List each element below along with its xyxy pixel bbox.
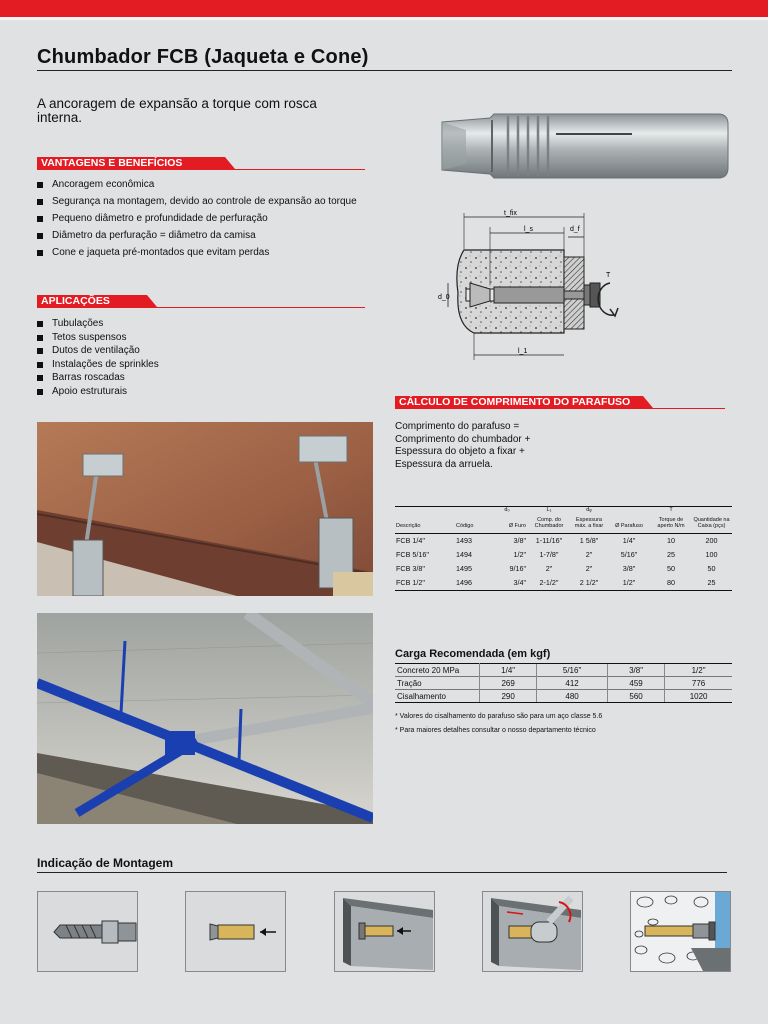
table-header: Código [455,517,487,534]
list-item: Tubulações [37,318,337,332]
fixture-icon [335,892,434,971]
diagram-label-l1: l_1 [518,348,528,355]
footnote: * Para maiores detalhes consultar o nosso departamento técnico [395,727,596,734]
calculation-heading: CÁLCULO DE COMPRIMENTO DO PARAFUSO [395,396,639,409]
list-item: Pequeno diâmetro e profundidade de perfuração [37,213,377,230]
list-item: Diâmetro da perfuração = diâmetro da camisa [37,230,377,247]
bullet-icon [37,182,43,188]
table-header: Comp. do Chumbador [527,517,571,534]
list-item: Segurança na montagem, devido ao controle de expansão ao torque [37,196,377,213]
anchor-insert-icon [186,892,285,971]
bullet-icon [37,199,43,205]
list-item: Apoio estruturais [37,386,337,400]
table-row: FCB 1/2" 1496 3/4" 2-1/2" 2 1/2" 1/2" 80 25 [395,576,732,591]
table-header: Quantidade na Caixa (pçs) [691,517,732,534]
diagram-label-T: T [606,272,611,279]
step-place-fixture-panel [334,891,435,972]
table-row: Tração 269 412 459 776 [395,677,732,690]
list-item: Dutos de ventilação [37,345,337,359]
applications-heading: APLICAÇÕES [37,295,143,308]
list-item: Ancoragem econômica [37,179,377,196]
table-row: FCB 3/8" 1495 9/16" 2" 2" 3/8" 50 50 [396,564,716,573]
bullet-icon [37,216,43,222]
table-header: Ø Furo [487,517,527,534]
bullet-icon [37,389,43,395]
bullet-icon [37,250,43,256]
step-drill-panel [37,891,138,972]
mounting-divider [37,872,727,873]
list-item: Tetos suspensos [37,332,337,346]
blue-pipes-photo [37,613,373,824]
bullet-icon [37,348,43,354]
calculation-ribbon [395,396,725,409]
diagram-label-tfix: t_fix [504,210,517,217]
torque-wrench-icon [483,892,582,971]
table-row: Concreto 20 MPa 1/4" 5/16" 3/8" 1/2" [395,664,732,677]
list-item: Instalações de sprinkles [37,359,337,373]
ribbon-line [639,408,725,409]
bullet-icon [37,362,43,368]
ribbon-line [143,307,365,308]
bullet-icon [37,321,43,327]
bullet-icon [37,335,43,341]
step-torque-panel [482,891,583,972]
step-insert-anchor-panel [185,891,286,972]
anchor-section-diagram [434,205,634,365]
list-item: Cone e jaqueta pré-montados que evitam perdas [37,247,377,264]
top-red-bar [0,0,768,17]
table-header: Descrição [395,517,455,534]
table-row: FCB 1/4" 1493 3/8" 1-11/16" 1 5/8" 1/4" 10 200 [396,536,718,545]
diagram-label-ls: l_s [524,226,533,233]
ribbon-line [221,169,365,170]
advantages-ribbon [37,157,365,170]
ceiling-hanger-photo [37,422,373,596]
table-header: Espessura máx. a fixar [571,517,607,534]
top-white-stripe [0,17,768,20]
title-divider [37,70,732,71]
tagline: A ancoragem de expansão a torque com rosca interna. [37,96,317,125]
mounting-heading: Indicação de Montagem [37,856,174,870]
anchor-product-photo [436,106,732,190]
applications-ribbon [37,295,365,308]
diagram-label-df: d_f [570,226,580,233]
calculation-text: Comprimento do parafuso = Comprimento do chumbador + Espessura do objeto a fixar + Espessura da arruela. [395,421,531,470]
installed-anchor-icon [631,892,730,971]
spec-table: d₀ L₁ dᵩ T Descrição Código Ø Furo Comp. do Chumbador Espessura máx. a fixar Ø Parafuso Torque de aperto N/m Quantidade na Caixa (pçs) FCB 1/4" 1493 3/8" 1-11/16" 1 5/8" 1/4" 10 200 FCB 5/16" 1494 1/2" 1-7/8" 2" 5/16" 25 100 FCB 3/8" 1495 9/16" 2" 2" 3/8" 50 50 FCB 1/2" 1496 3/4" 2-1/2" 2 1/2" 1/2" 80 25 [395,506,732,591]
page-title: Chumbador FCB (Jaqueta e Cone) [37,46,369,68]
bullet-icon [37,233,43,239]
applications-list [37,318,337,399]
load-table [395,663,732,703]
bullet-icon [37,375,43,381]
list-item: Barras roscadas [37,372,337,386]
load-table-title: Carga Recomendada (em kgf) [395,648,551,660]
advantages-list [37,179,377,264]
step-installed-panel [630,891,731,972]
drill-icon [38,892,137,971]
table-header: Torque de aperto N/m [651,517,691,534]
table-row: Cisalhamento 290 480 560 1020 [395,690,732,703]
advantages-heading: VANTAGENS E BENEFÍCIOS [37,157,221,170]
table-row: FCB 5/16" 1494 1/2" 1-7/8" 2" 5/16" 25 100 [396,550,718,559]
diagram-label-d0: d_0 [438,294,450,301]
table-header: Ø Parafuso [607,517,651,534]
footnote: * Valores do cisalhamento do parafuso são para um aço classe 5.6 [395,713,603,720]
